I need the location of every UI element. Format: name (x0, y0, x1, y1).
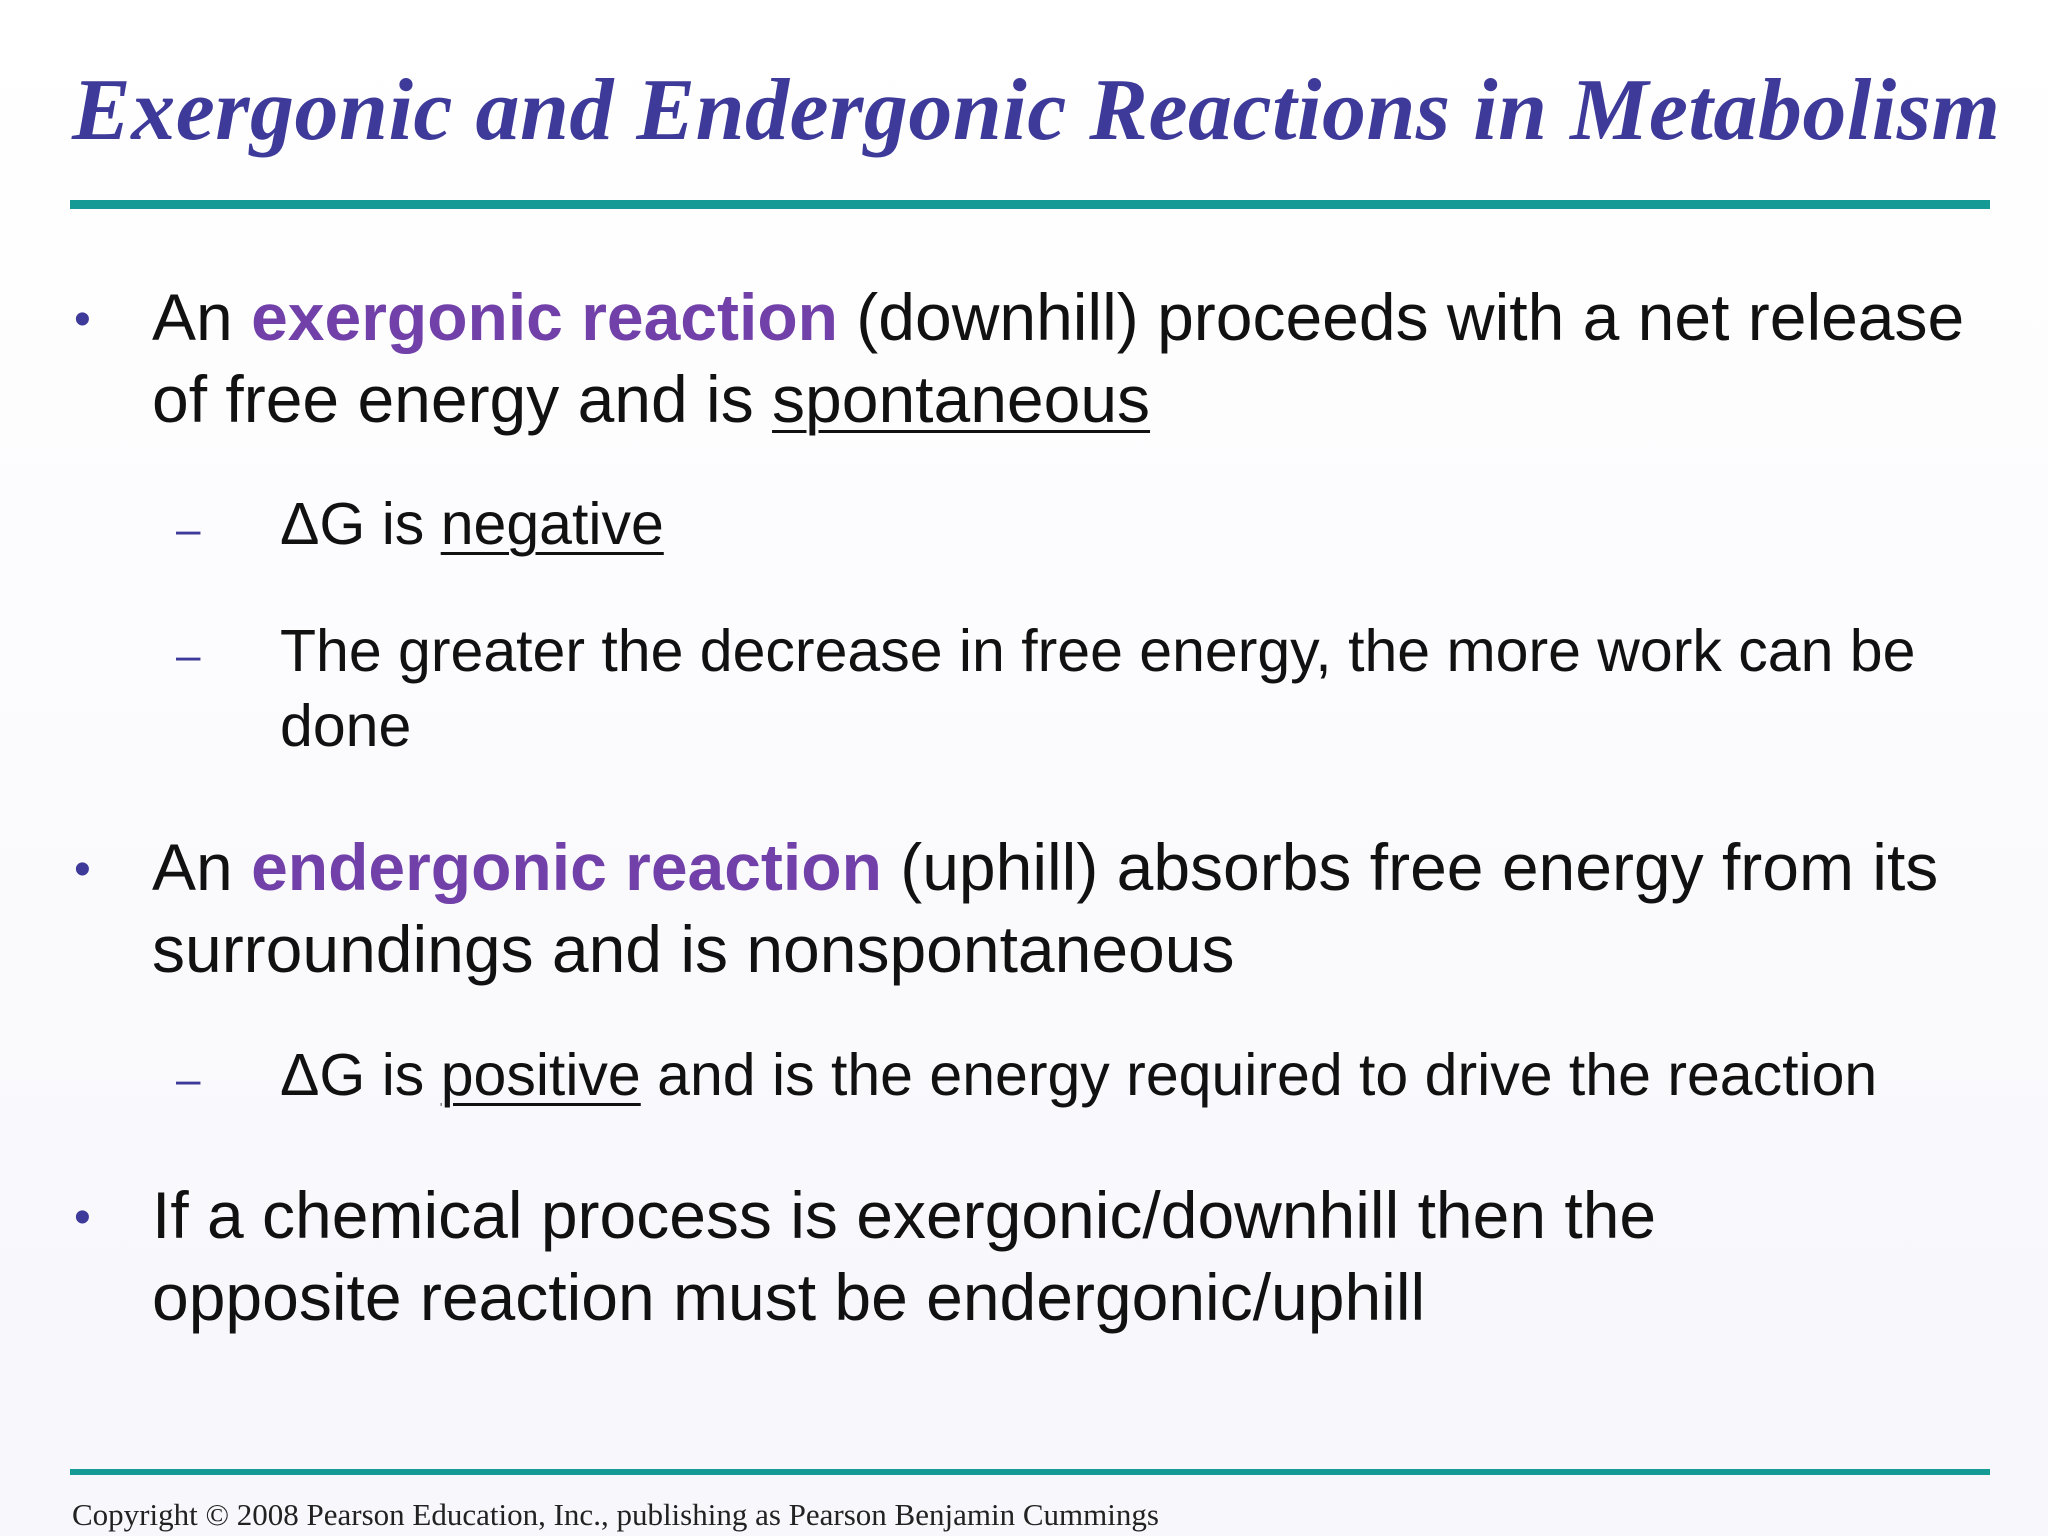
bullet-3-text: If a chemical process is exergonic/downhill then the opposite reaction must be endergonic/uphill (152, 1178, 1657, 1334)
bullet-1-text-pre: An (152, 280, 252, 354)
dash-marker: – (176, 505, 201, 554)
subpoint-1-2 (280, 614, 2000, 764)
bullet-marker: • (74, 843, 91, 896)
bullet-point-3 (152, 1174, 1852, 1338)
bullet-2-term: endergonic reaction (251, 830, 882, 904)
copyright-notice: Copyright © 2008 Pearson Education, Inc., publishing as Pearson Benjamin Cummings (72, 1497, 1159, 1532)
bullet-point-2 (152, 826, 1972, 990)
bullet-1-term: exergonic reaction (251, 280, 838, 354)
title-divider (70, 200, 1990, 209)
subpoint-1-1-underlined: negative (440, 491, 664, 557)
slide-title: Exergonic and Endergonic Reactions in Metabolism (72, 62, 2001, 159)
bullet-1-text-post: (downhill) proceeds with a net release of free energy and is (152, 280, 1965, 436)
subpoint-1-2-text: The greater the decrease in free energy, the more work can be done (280, 618, 1916, 759)
bullet-2-text-post: (uphill) absorbs free energy from its surroundings and is nonspontaneous (152, 830, 1939, 986)
bullet-1-underlined: spontaneous (772, 362, 1151, 436)
dash-marker: – (176, 1055, 201, 1104)
subpoint-2-1-pre: ΔG is (280, 1042, 441, 1108)
subpoint-2-1-post: and is the energy required to drive the reaction (640, 1042, 1878, 1108)
subpoint-2-1-underlined: positive (440, 1042, 641, 1108)
bullet-marker: • (74, 293, 91, 346)
subpoint-1-1-pre: ΔG is (280, 491, 441, 557)
bullet-marker: • (74, 1191, 91, 1244)
bullet-2-text-pre: An (152, 830, 252, 904)
footer-divider (70, 1469, 1990, 1475)
dash-marker: – (176, 631, 201, 680)
subpoint-2-1 (280, 1038, 2040, 1113)
bullet-point-1 (152, 276, 1972, 440)
subpoint-1-1 (280, 487, 2000, 562)
